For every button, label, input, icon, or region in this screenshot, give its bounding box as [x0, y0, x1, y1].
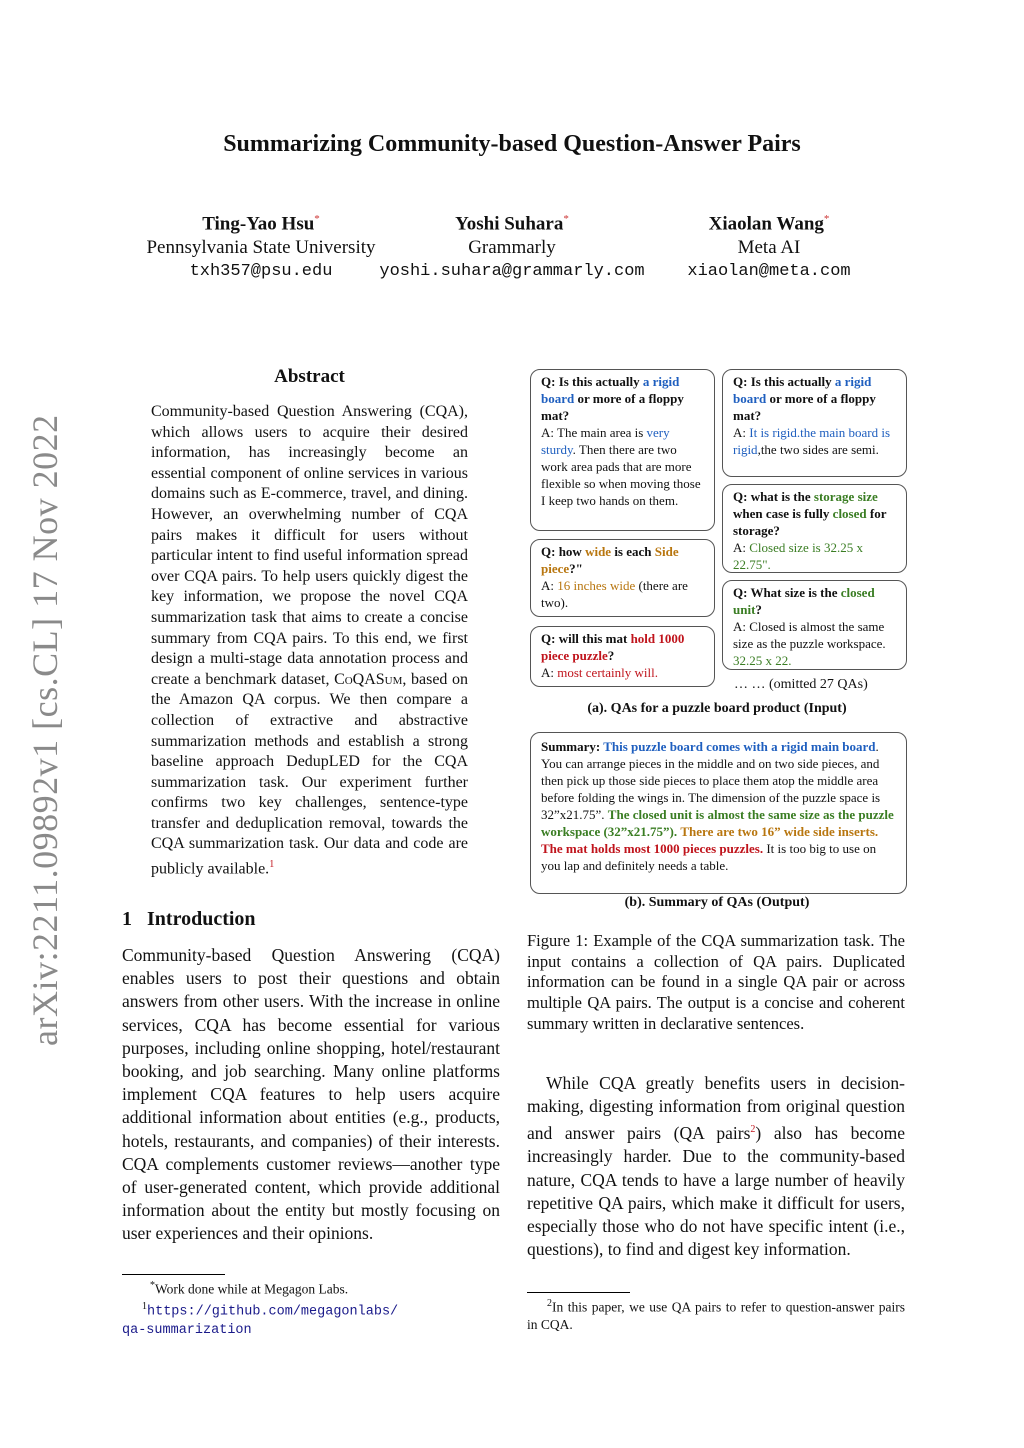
text-segment: The closed unit is almost the same size as the puzzle workspace (32”x21.75”). — [541, 807, 894, 839]
author-affiliation: Meta AI — [737, 237, 801, 259]
github-link[interactable]: https://github.com/megagonlabs/ — [147, 1304, 399, 1319]
text-segment: a rigid board — [733, 374, 872, 406]
github-link-cont[interactable]: qa-summarization — [122, 1323, 252, 1338]
author-mark: * — [563, 213, 569, 225]
question-text — [541, 630, 704, 664]
figure-subcaption-a: (a). QAs for a puzzle board product (Input) — [587, 701, 847, 716]
qa-card — [722, 580, 907, 670]
paragraph-text: ) also has become increasingly harder. Due to the community-based nature, CQA tends to have a large number of heavily repetitive QA pairs, which make it difficult for users, especially those who do not have specific intent (i.e., questions), to find and digest key information. — [527, 1123, 905, 1260]
text-segment: Closed size is 32.25 x 22.75". — [733, 540, 863, 572]
answer-text — [733, 424, 896, 458]
author-email: txh357@psu.edu — [189, 262, 333, 282]
text-segment: It is too big to use on you lap and definitely needs a table. — [541, 841, 877, 873]
paragraph-text: While CQA greatly benefits users in decision-making, digesting information from original question and answer pairs (QA pairs — [527, 1073, 905, 1144]
footnote-rule — [122, 1274, 225, 1275]
section-heading — [122, 908, 256, 931]
answer-text — [733, 539, 896, 573]
author-affiliation: Grammarly — [468, 237, 556, 259]
figure-caption: Figure 1: Example of the CQA summarization task. The input contains a collection of QA pairs. Duplicated information can be found in a single QA pair or across multiple QA pairs. The output is a concise and coherent summary written in declarative sentences. — [527, 931, 905, 1033]
text-segment: Q: will this mat — [541, 631, 631, 646]
author-3 — [660, 207, 878, 284]
footnotes-left — [122, 1277, 500, 1339]
abstract-heading: Abstract — [274, 366, 345, 387]
text-segment: Side piece — [541, 544, 679, 576]
text-segment: This puzzle board comes with a rigid main board — [603, 739, 876, 754]
text-segment: A: — [541, 578, 558, 593]
author-2 — [372, 207, 652, 284]
text-segment: closed — [832, 506, 867, 521]
abstract-text-part: , based on the Amazon QA corpus. We then compare a collection of extractive and abstractive summarization methods and establish a strong baseline approach DedupLED for the CQA summarization task. Our experiment further confirms two key challenges, sentence-type transfer and deduplication removal, towards the CQA summarization task. Our data and code are publicly available. — [151, 670, 468, 878]
abstract-text — [151, 402, 468, 880]
text-segment: It is rigid.the main board is rigid — [733, 425, 891, 457]
text-segment: ?" — [569, 561, 583, 576]
omitted-note: … … (omitted 27 QAs) — [734, 677, 868, 692]
qa-card — [530, 539, 715, 617]
text-segment: most certainly will. — [557, 665, 658, 680]
author-mark: * — [823, 213, 830, 225]
text-segment: very sturdy — [541, 425, 670, 457]
text-segment: A: The main area is — [541, 425, 647, 440]
question-text — [733, 488, 896, 539]
author-name: Xiaolan Wang — [708, 213, 824, 235]
section-number: 1 — [122, 908, 132, 930]
answer-text — [733, 618, 896, 669]
text-segment: A: — [733, 540, 750, 555]
author-name: Yoshi Suhara — [455, 213, 564, 235]
footnote-mark: 1 — [269, 859, 275, 871]
abstract-text-part: Community-based Question Answering (CQA), which allows users to acquire their desired information, has increasingly become an essential component of online services in various domains such as E-commerce, travel, and dining. However, an overwhelming number of CQA pairs makes it difficult for users without particular intent to find useful information spread over CQA pairs. To help users quickly digest the key information, we propose the novel CQA summarization task that aims to create a concise summary from CQA pairs. To this end, we first design a multi-stage data annotation process and create a benchmark dataset, — [151, 403, 468, 688]
text-segment: Q: what is the — [733, 489, 814, 504]
text-segment: . Then there are two work area pads that are more flexible so when moving those I keep two hands on them. — [541, 442, 701, 508]
author-name: Ting-Yao Hsu — [202, 213, 315, 235]
text-segment: A: — [733, 425, 750, 440]
text-segment: or more of a floppy mat? — [733, 391, 876, 423]
text-segment: is each — [611, 544, 655, 559]
footnote-text: Work done while at Megagon Labs. — [155, 1281, 349, 1297]
author-email: yoshi.suhara@grammarly.com — [379, 262, 645, 282]
text-segment: wide — [585, 544, 612, 559]
text-segment: The mat holds most 1000 pieces puzzles. — [541, 841, 764, 856]
dataset-name: CoQASum — [334, 670, 403, 688]
text-segment: hold 1000 piece puzzle — [541, 631, 685, 663]
text-segment: or more of a floppy mat? — [541, 391, 684, 423]
question-text — [541, 543, 704, 577]
text-segment: a rigid board — [541, 374, 680, 406]
footnote-text: In this paper, we use QA pairs to refer to question-answer pairs in CQA. — [527, 1299, 905, 1332]
intro-paragraph: Community-based Question Answering (CQA) enables users to post their questions and obtain answers from other users. With the increase in online services, CQA has become essential for various purposes, including online shopping, hotel/restaurant booking, and job searching. Many online platforms implement CQA features to help users acquire additional information about entities (e.g., products, hotels, restaurants, and companies) of their interests. CQA complements customer reviews—another type of user-generated content, which provide additional information about the entity but mostly focusing on user experiences and their opinions. — [122, 945, 500, 1244]
qa-card — [722, 369, 907, 477]
text-segment: . You can arrange pieces in the middle and on two side pieces, and then pick up those side pieces to place them atop the middle area before folding the wings in. The dimension of the puzzle space is 32”x21.75”. — [541, 739, 881, 822]
text-segment: 16 inches wide — [557, 578, 636, 593]
qa-card — [530, 369, 715, 531]
figure-subcaption-b: (b). Summary of QAs (Output) — [624, 895, 810, 910]
footnote-mark: 2 — [547, 1298, 552, 1309]
text-segment: when case is fully — [733, 506, 833, 521]
right-paragraph — [527, 1072, 905, 1261]
text-segment: There are two 16” wide side inserts. — [680, 824, 879, 839]
footnote-mark: 2 — [750, 1124, 756, 1136]
answer-text — [541, 577, 704, 611]
text-segment: ,the two sides are semi. — [757, 442, 879, 457]
question-text — [733, 373, 896, 424]
text-segment: A: — [541, 665, 558, 680]
footnote-mark: 1 — [142, 1300, 147, 1312]
text-segment: Summary: — [541, 739, 604, 754]
text-segment: for storage? — [733, 506, 887, 538]
footnote-right — [527, 1295, 905, 1333]
qa-card — [722, 484, 907, 573]
footnote-mark: * — [150, 1280, 155, 1291]
author-mark: * — [314, 213, 320, 225]
section-title: Introduction — [147, 908, 256, 930]
text-segment: (there are two). — [541, 578, 688, 610]
summary-card — [530, 732, 907, 894]
text-segment: storage size — [813, 489, 878, 504]
text-segment: Q: how — [541, 544, 586, 559]
text-segment: ? — [755, 602, 762, 617]
text-segment: Q: Is this actually — [541, 374, 643, 389]
answer-text — [541, 424, 704, 509]
text-segment: A: Closed is almost the same size as the puzzle workspace. — [733, 619, 886, 651]
author-email: xiaolan@meta.com — [687, 262, 851, 282]
text-segment: Q: Is this actually — [733, 374, 835, 389]
question-text — [733, 584, 896, 618]
question-text — [541, 373, 704, 424]
answer-text — [541, 664, 704, 681]
paper-title: Summarizing Community-based Question-Answer Pairs — [223, 131, 801, 157]
text-segment: 32.25 x 22. — [733, 653, 792, 668]
text-segment: closed unit — [733, 585, 875, 617]
text-segment: Q: What size is the — [733, 585, 841, 600]
arxiv-identifier: arXiv:2211.09892v1 [cs.CL] 17 Nov 2022 — [25, 414, 65, 1046]
text-segment: ? — [607, 648, 615, 663]
author-1 — [130, 207, 392, 284]
author-affiliation: Pennsylvania State University — [146, 237, 376, 259]
qa-card — [530, 626, 715, 687]
footnote-rule — [527, 1292, 630, 1293]
